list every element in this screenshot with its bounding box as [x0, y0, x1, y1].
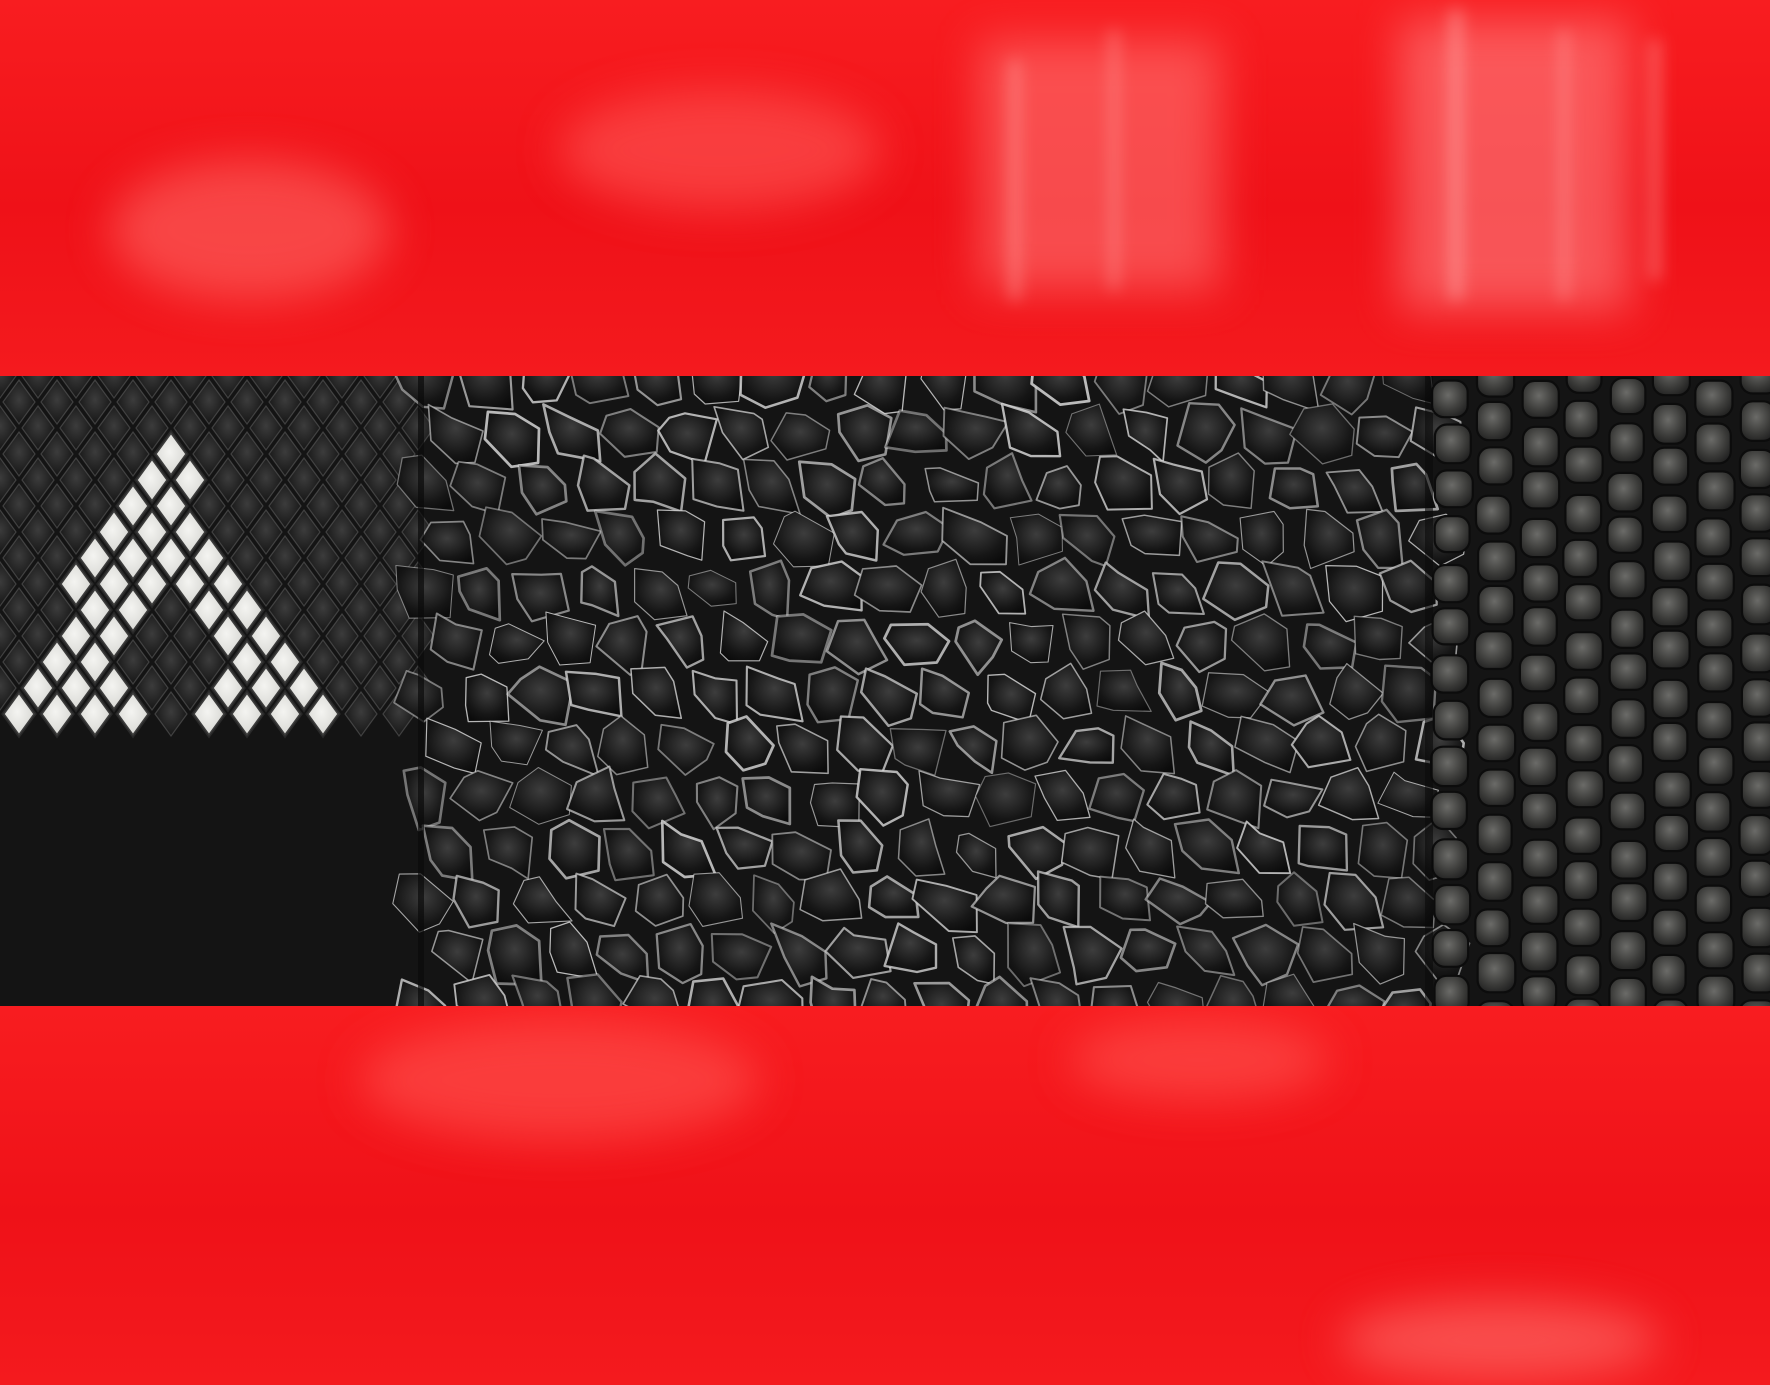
red-background-top	[0, 0, 1770, 378]
lizard-scale	[1434, 885, 1470, 924]
lizard-scale	[1477, 862, 1512, 901]
lizard-scale	[1565, 725, 1602, 762]
lizard-scale	[1522, 471, 1559, 508]
lizard-scale	[1521, 519, 1557, 557]
lizard-scale	[1477, 402, 1512, 440]
lizard-scale	[1740, 450, 1770, 488]
lizard-scale	[1611, 378, 1646, 414]
lizard-scale	[1477, 725, 1515, 762]
lizard-scale	[1652, 448, 1688, 485]
lizard-scale	[1565, 584, 1602, 620]
lizard-scale	[1567, 770, 1604, 807]
lizard-scale	[1565, 632, 1603, 670]
lizard-scale	[1610, 610, 1644, 648]
lizard-scale	[1698, 653, 1733, 691]
lizard-scale	[1435, 470, 1473, 507]
lizard-scale	[1565, 401, 1599, 439]
lizard-scale	[1651, 955, 1685, 995]
lizard-scale	[1434, 701, 1470, 740]
lizard-scale	[1741, 401, 1770, 441]
lizard-scale	[1523, 703, 1559, 741]
lizard-scale	[1609, 978, 1646, 1006]
lizard-scale	[1653, 542, 1691, 581]
reptile-skin-strip	[0, 376, 1770, 1006]
lizard-scale	[1566, 955, 1601, 995]
lizard-scale	[1741, 494, 1770, 531]
lizard-scale	[1478, 815, 1512, 855]
lizard-scale	[1431, 792, 1467, 829]
lizard-scale	[1607, 473, 1643, 512]
lizard-scale	[1743, 954, 1770, 993]
lizard-scale	[1475, 631, 1513, 669]
lizard-scale	[1698, 976, 1735, 1006]
lizard-scale	[1695, 838, 1731, 877]
lizard-scale	[1431, 747, 1468, 786]
lizard-scale	[1478, 447, 1513, 484]
lizard-scale	[1697, 932, 1733, 968]
lizard-scale	[1698, 471, 1735, 510]
lizard-scale	[1477, 1001, 1514, 1006]
lizard-scale	[1696, 424, 1731, 464]
lizard-scale	[1742, 771, 1770, 808]
crocodile-scale	[1299, 826, 1347, 871]
lizard-scale	[1742, 585, 1770, 625]
lizard-scale	[1522, 793, 1557, 830]
lizard-scale	[1432, 381, 1468, 418]
lizard-scale	[1652, 723, 1687, 761]
lizard-scale	[1564, 678, 1599, 715]
lizard-scale	[1611, 699, 1646, 738]
lizard-scale	[1433, 839, 1469, 879]
lizard-scale	[1475, 909, 1509, 946]
lizard-scale	[1695, 381, 1732, 417]
lizard-scale	[1477, 376, 1514, 397]
crocodile-scale	[723, 517, 765, 560]
lizard-scale	[1564, 861, 1598, 900]
crocodile-scale	[808, 667, 858, 722]
lizard-scale	[1522, 840, 1558, 878]
lizard-scale	[1433, 608, 1470, 644]
lizard-scale	[1741, 634, 1770, 673]
panel-seam	[418, 376, 424, 1006]
python-skin-panel	[0, 376, 434, 736]
lizard-scale	[1695, 792, 1731, 831]
lizard-scale	[1435, 976, 1469, 1006]
lizard-scale	[1696, 609, 1733, 647]
lizard-scale	[1433, 565, 1469, 602]
lizard-scale	[1653, 910, 1687, 946]
lizard-scale	[1652, 631, 1690, 669]
red-background-bottom	[0, 1002, 1770, 1385]
lizard-scale	[1653, 376, 1690, 395]
lizard-scale	[1478, 770, 1515, 807]
lizard-scale	[1610, 793, 1646, 830]
lizard-scale	[1476, 496, 1511, 534]
lizard-scale	[1433, 930, 1469, 967]
lizard-scale	[1523, 427, 1559, 467]
lizard-scale	[1523, 607, 1557, 646]
lizard-scale	[1478, 542, 1516, 582]
lizard-scale	[1564, 818, 1601, 854]
lizard-scale	[1564, 909, 1601, 946]
lizard-scale	[1741, 908, 1770, 947]
lizard-scale	[1696, 564, 1734, 601]
lizard-scale	[1523, 381, 1559, 418]
lizard-scale	[1478, 586, 1514, 624]
lizard-scale	[1652, 680, 1688, 718]
lizard-scale	[1610, 931, 1646, 970]
lizard-scale	[1435, 425, 1471, 464]
lizard-scale	[1740, 861, 1770, 897]
lizard-scale	[1610, 841, 1647, 879]
lizard-scale	[1742, 679, 1770, 716]
lizard-scale	[1741, 538, 1770, 576]
lizard-scale	[1654, 815, 1689, 851]
lizard-scale	[1521, 932, 1558, 972]
lizard-scale	[1609, 423, 1643, 462]
lizard-scale	[1523, 564, 1560, 601]
lizard-scale	[1695, 518, 1730, 556]
lizard-scale	[1565, 495, 1601, 533]
lizard-scale	[1740, 815, 1770, 855]
lizard-scale	[1479, 679, 1513, 717]
lizard-scale	[1435, 516, 1470, 552]
lizard-scale	[1522, 976, 1556, 1006]
lizard-scale	[1609, 561, 1646, 598]
lizard-scale	[1611, 883, 1648, 921]
lizard-scale	[1567, 376, 1602, 393]
lizard-scale	[1519, 748, 1557, 786]
crocodile-scale	[1091, 986, 1137, 1006]
lizard-scale	[1522, 885, 1559, 924]
lizard-scale	[1696, 886, 1731, 923]
lizard-scale	[1565, 447, 1603, 483]
lizard-scale	[1607, 517, 1642, 553]
lizard-scale	[1697, 702, 1733, 739]
lizard-scale	[1610, 653, 1648, 690]
lizard-scale	[1608, 745, 1643, 783]
lizard-scale	[1478, 953, 1516, 992]
lizard-scale	[1431, 655, 1468, 692]
lizard-scale	[1565, 999, 1602, 1006]
panel-seam	[1425, 376, 1433, 1006]
lizard-scale	[1743, 722, 1770, 762]
lizard-scale	[1654, 772, 1691, 808]
lizard-scale	[1653, 404, 1688, 444]
lizard-scale	[1741, 376, 1770, 394]
lizard-scale	[1651, 587, 1688, 626]
crocodile-scale	[1270, 469, 1318, 509]
lizard-scale	[1653, 999, 1687, 1006]
lizard-scale	[1652, 496, 1688, 533]
lizard-scale	[1698, 747, 1733, 785]
lizard-scale	[1653, 863, 1688, 901]
lizard-scale	[1563, 540, 1598, 577]
lizard-scale	[1520, 655, 1556, 692]
